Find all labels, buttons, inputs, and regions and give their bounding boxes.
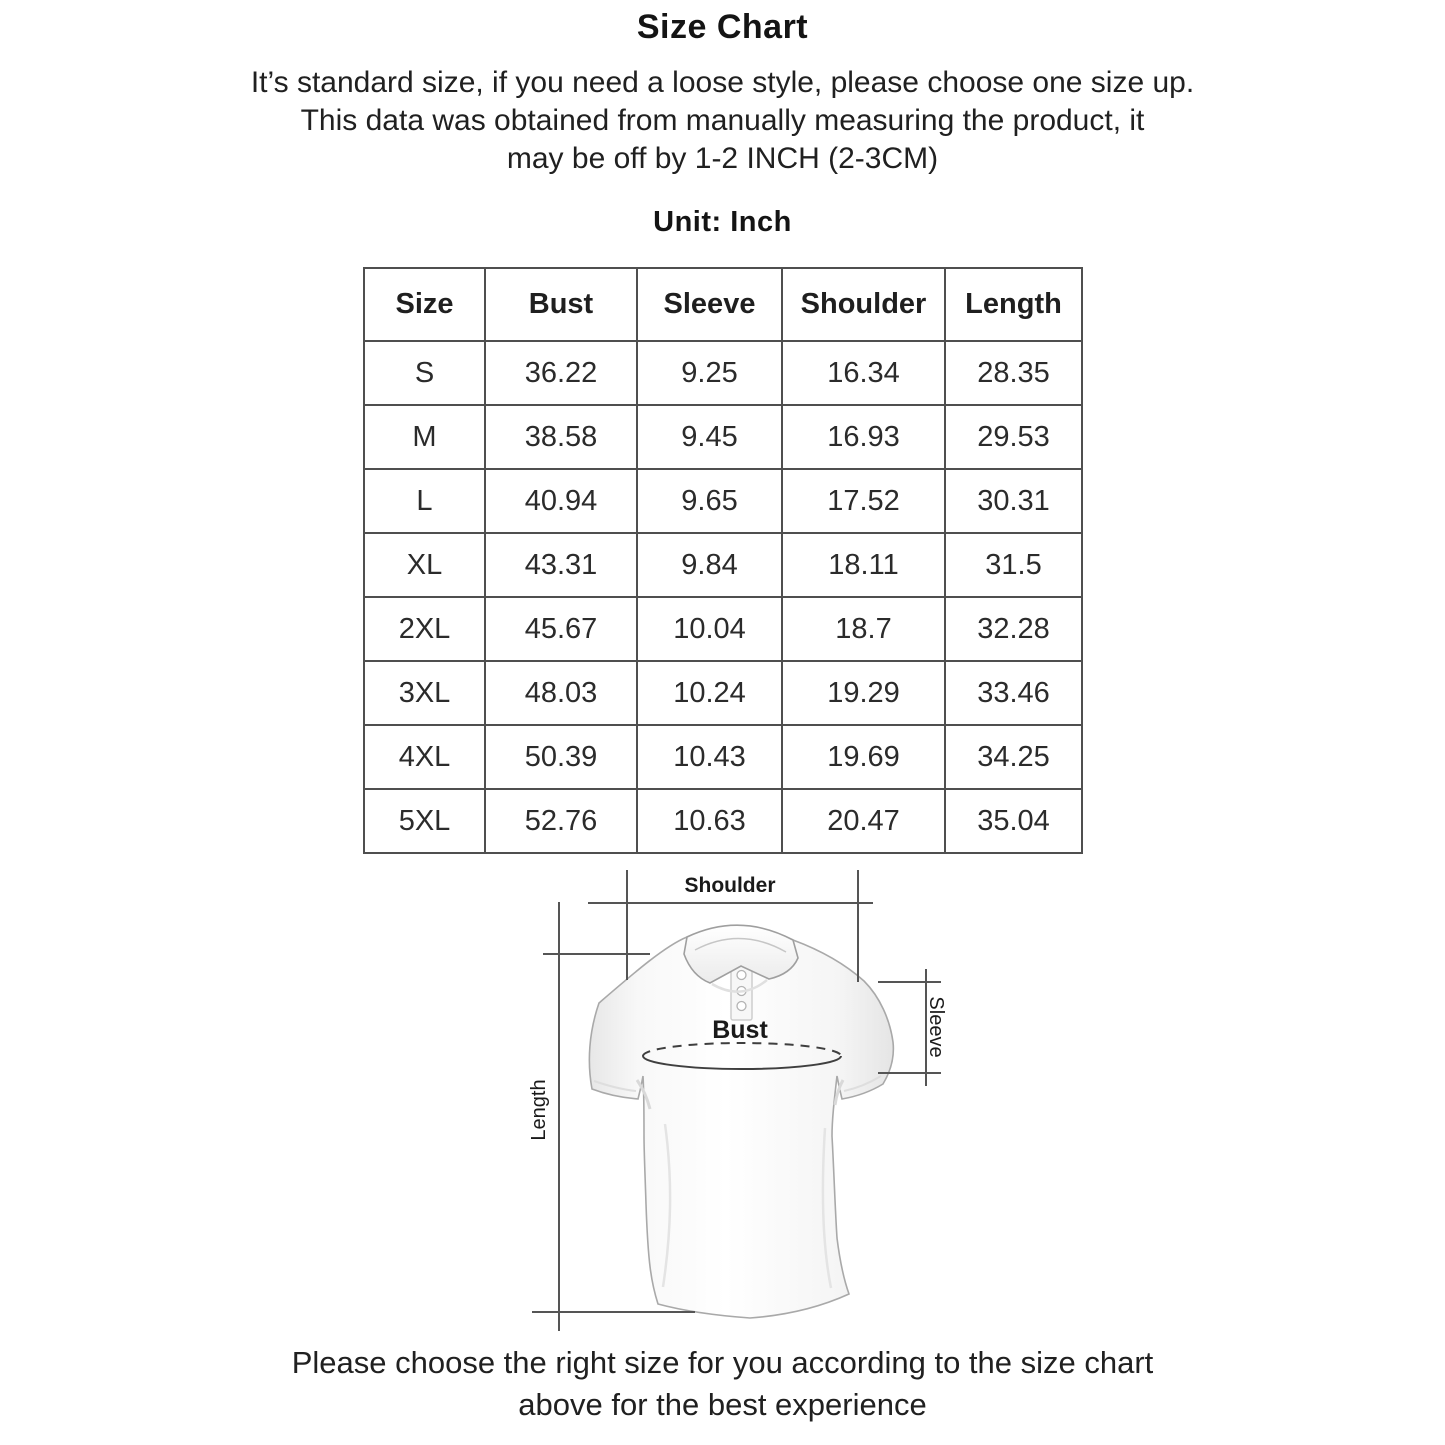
cell-shoulder: 18.7 — [782, 597, 945, 661]
cell-shoulder: 19.69 — [782, 725, 945, 789]
button — [737, 1002, 746, 1011]
cell-bust: 52.76 — [485, 789, 637, 853]
button — [737, 971, 746, 980]
cell-sleeve: 9.65 — [637, 469, 782, 533]
cell-size: 4XL — [364, 725, 485, 789]
page-title: Size Chart — [636, 8, 809, 46]
cell-length: 32.28 — [945, 597, 1082, 661]
column-header-bust: Bust — [485, 268, 637, 341]
cell-bust: 48.03 — [485, 661, 637, 725]
cell-size: 5XL — [364, 789, 485, 853]
cell-shoulder: 20.47 — [782, 789, 945, 853]
table-row — [364, 597, 1082, 661]
cell-size: M — [364, 405, 485, 469]
cell-bust: 50.39 — [485, 725, 637, 789]
cell-size: L — [364, 469, 485, 533]
table-row — [364, 405, 1082, 469]
cell-shoulder: 16.93 — [782, 405, 945, 469]
cell-shoulder: 16.34 — [782, 341, 945, 405]
cell-sleeve: 9.84 — [637, 533, 782, 597]
column-header-size: Size — [364, 268, 485, 341]
shoulder-label: Shoulder — [684, 874, 776, 897]
cell-length: 34.25 — [945, 725, 1082, 789]
cell-size: 3XL — [364, 661, 485, 725]
cell-length: 31.5 — [945, 533, 1082, 597]
table-row — [364, 533, 1082, 597]
intro-line-3: may be off by 1-2 INCH (2-3CM) — [506, 142, 939, 175]
cell-length: 29.53 — [945, 405, 1082, 469]
cell-size: S — [364, 341, 485, 405]
cell-sleeve: 9.25 — [637, 341, 782, 405]
measurement-diagram — [505, 862, 975, 1340]
cell-shoulder: 19.29 — [782, 661, 945, 725]
cell-bust: 43.31 — [485, 533, 637, 597]
footer-line-2: above for the best experience — [518, 1387, 927, 1422]
intro-line-2: This data was obtained from manually measuring the product, it — [300, 104, 1145, 137]
bust-label: Bust — [712, 1016, 768, 1044]
cell-sleeve: 10.43 — [637, 725, 782, 789]
polo-shirt-illustration — [589, 925, 893, 1318]
cell-bust: 36.22 — [485, 341, 637, 405]
cell-bust: 38.58 — [485, 405, 637, 469]
cell-sleeve: 9.45 — [637, 405, 782, 469]
table-row — [364, 341, 1082, 405]
table-row — [364, 661, 1082, 725]
table-row — [364, 469, 1082, 533]
footer-line-1: Please choose the right size for you according to the size chart — [291, 1345, 1154, 1380]
table-row — [364, 789, 1082, 853]
column-header-shoulder: Shoulder — [782, 268, 945, 341]
column-header-length: Length — [945, 268, 1082, 341]
cell-length: 30.31 — [945, 469, 1082, 533]
intro-line-1: It’s standard size, if you need a loose style, please choose one size up. — [250, 66, 1195, 99]
cell-size: 2XL — [364, 597, 485, 661]
cell-sleeve: 10.04 — [637, 597, 782, 661]
cell-shoulder: 17.52 — [782, 469, 945, 533]
cell-length: 28.35 — [945, 341, 1082, 405]
intro-text — [0, 64, 1445, 178]
size-chart-table — [363, 267, 1083, 854]
polo-shirt-diagram — [505, 862, 975, 1340]
cell-bust: 45.67 — [485, 597, 637, 661]
cell-bust: 40.94 — [485, 469, 637, 533]
cell-shoulder: 18.11 — [782, 533, 945, 597]
table-header-row — [364, 268, 1082, 341]
column-header-sleeve: Sleeve — [637, 268, 782, 341]
cell-sleeve: 10.24 — [637, 661, 782, 725]
length-label: Length — [528, 1079, 550, 1141]
table-row — [364, 725, 1082, 789]
sleeve-label: Sleeve — [925, 996, 947, 1058]
footer-note — [0, 1342, 1445, 1426]
cell-sleeve: 10.63 — [637, 789, 782, 853]
cell-length: 35.04 — [945, 789, 1082, 853]
unit-label: Unit: Inch — [653, 206, 792, 238]
cell-size: XL — [364, 533, 485, 597]
cell-length: 33.46 — [945, 661, 1082, 725]
